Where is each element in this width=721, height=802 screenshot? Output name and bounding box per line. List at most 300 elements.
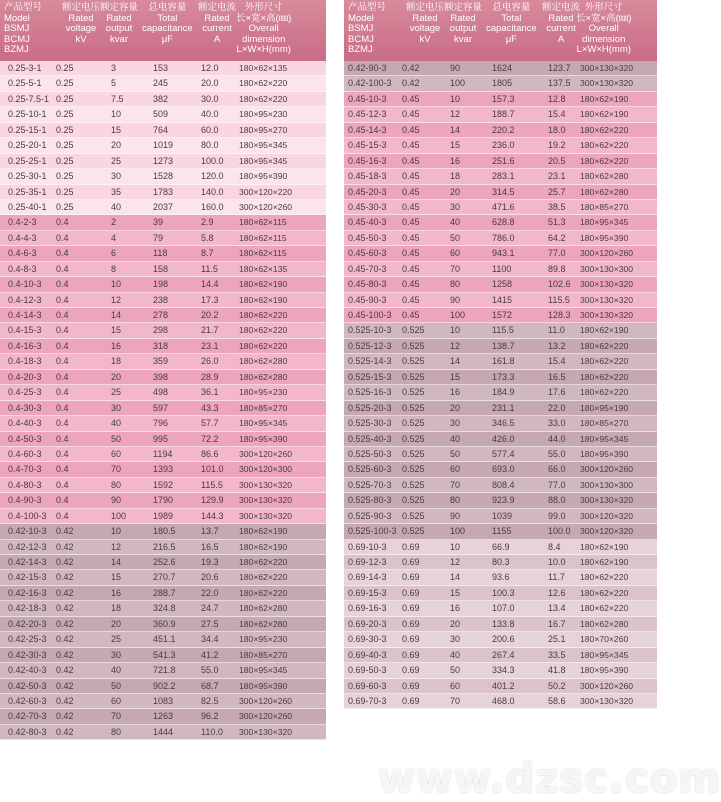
cell-voltage: 0.525 [402, 325, 425, 336]
table-row [0, 370, 326, 385]
cell-current: 68.7 [201, 680, 219, 691]
cell-voltage: 0.4 [56, 464, 69, 475]
cell-voltage: 0.4 [56, 232, 69, 243]
cell-output: 60 [111, 448, 122, 459]
cell-voltage: 0.42 [56, 587, 74, 598]
table-row [344, 76, 657, 91]
cell-current: 22.0 [201, 587, 219, 598]
table-row [344, 540, 657, 555]
cell-model: 0.25-40-1 [8, 201, 47, 212]
cell-output: 20 [450, 186, 461, 197]
cell-model: 0.525-12-3 [348, 340, 392, 351]
cell-voltage: 0.4 [56, 418, 69, 429]
table-row [0, 524, 326, 539]
cell-voltage: 0.4 [56, 495, 69, 506]
cell-dimension: 300×130×320 [580, 78, 634, 89]
cell-output: 20 [111, 140, 122, 151]
cell-dimension: 180×95×390 [580, 665, 629, 676]
cell-model: 0.42-70-3 [8, 711, 47, 722]
table-row [0, 215, 326, 230]
cell-current: 19.3 [201, 557, 219, 567]
cell-capacitance: 158 [153, 263, 169, 274]
cell-output: 25 [111, 387, 122, 398]
cell-model: 0.42-10-3 [8, 526, 47, 537]
cell-model: 0.25-5-1 [8, 78, 42, 89]
cell-dimension: 180×62×220 [580, 603, 629, 614]
cell-capacitance: 426.0 [492, 433, 515, 444]
cell-current: 23.1 [201, 340, 219, 351]
cell-voltage: 0.25 [56, 63, 74, 73]
cell-model: 0.4-6-3 [8, 248, 37, 259]
table-row [0, 262, 326, 277]
table-body-left [0, 61, 326, 740]
cell-voltage: 0.4 [56, 325, 69, 336]
cell-voltage: 0.4 [56, 402, 69, 413]
cell-model: 0.42-15-3 [8, 572, 47, 583]
watermark: www.dzsc.com [378, 756, 721, 802]
cell-model: 0.25-35-1 [8, 186, 47, 197]
cell-voltage: 0.45 [402, 186, 420, 197]
cell-dimension: 180×62×220 [239, 587, 288, 598]
cell-model: 0.45-80-3 [348, 279, 387, 290]
cell-capacitance: 359 [153, 356, 169, 367]
cell-current: 160.0 [201, 201, 224, 212]
table-row [0, 462, 326, 477]
table-row [0, 555, 326, 570]
cell-current: 8.7 [201, 248, 214, 259]
cell-capacitance: 1444 [153, 726, 174, 737]
cell-voltage: 0.45 [402, 201, 420, 212]
cell-current: 77.0 [548, 479, 566, 490]
cell-model: 0.42-18-3 [8, 603, 47, 614]
table-row [0, 277, 326, 292]
table-row [0, 92, 326, 107]
cell-voltage: 0.525 [402, 464, 425, 475]
header-current: 额定电流 Rated current A [198, 2, 237, 45]
cell-capacitance: 100.3 [492, 587, 515, 598]
cell-capacitance: 1100 [492, 263, 512, 274]
cell-current: 5.8 [201, 232, 214, 243]
cell-dimension: 180×95×345 [239, 155, 288, 166]
table-row [344, 493, 657, 508]
cell-voltage: 0.4 [56, 294, 69, 305]
cell-dimension: 300×120×260 [239, 448, 293, 459]
cell-model: 0.45-30-3 [348, 201, 387, 212]
cell-dimension: 180×95×230 [239, 109, 288, 120]
cell-current: 43.3 [201, 402, 219, 413]
cell-capacitance: 382 [153, 93, 169, 104]
cell-voltage: 0.4 [56, 371, 69, 382]
cell-dimension: 180×62×220 [580, 124, 629, 135]
cell-dimension: 180×62×280 [239, 356, 288, 367]
header-voltage: 额定电压 Rated voltage kV [62, 2, 101, 45]
cell-capacitance: 80.3 [492, 557, 510, 567]
cell-model: 0.42-20-3 [8, 618, 47, 629]
cell-capacitance: 252.6 [153, 557, 176, 567]
cell-dimension: 180×62×190 [239, 541, 288, 552]
cell-dimension: 180×62×115 [239, 232, 287, 243]
table-row [344, 107, 657, 122]
cell-model: 0.4-14-3 [8, 310, 42, 320]
cell-capacitance: 1273 [153, 155, 174, 166]
table-row [344, 694, 657, 709]
cell-model: 0.4-10-3 [8, 279, 42, 290]
cell-voltage: 0.45 [402, 232, 420, 243]
cell-current: 33.5 [548, 649, 566, 660]
cell-capacitance: 236.0 [492, 140, 515, 151]
table-row [0, 447, 326, 462]
cell-dimension: 180×85×270 [580, 201, 629, 212]
cell-output: 100 [450, 526, 466, 537]
cell-model: 0.69-50-3 [348, 665, 387, 676]
cell-dimension: 300×120×300 [239, 464, 293, 475]
cell-output: 40 [111, 665, 122, 676]
table-row [0, 416, 326, 431]
cell-voltage: 0.525 [402, 495, 425, 506]
cell-current: 64.2 [548, 232, 566, 243]
cell-model: 0.25-20-1 [8, 140, 47, 151]
cell-voltage: 0.525 [402, 387, 425, 398]
cell-dimension: 180×95×390 [239, 171, 288, 182]
cell-current: 100.0 [201, 155, 224, 166]
cell-capacitance: 1083 [153, 695, 174, 706]
cell-model: 0.45-12-3 [348, 109, 387, 120]
table-row [344, 462, 657, 477]
cell-dimension: 180×62×220 [580, 587, 629, 598]
cell-model: 0.69-70-3 [348, 695, 387, 706]
cell-model: 0.45-100-3 [348, 310, 392, 320]
table-row [344, 61, 657, 76]
cell-current: 25.7 [548, 186, 566, 197]
cell-voltage: 0.25 [56, 124, 74, 135]
cell-voltage: 0.25 [56, 140, 74, 151]
cell-output: 90 [450, 63, 461, 73]
cell-output: 14 [111, 310, 122, 320]
cell-capacitance: 693.0 [492, 464, 515, 475]
cell-current: 96.2 [201, 711, 219, 722]
cell-capacitance: 796 [153, 418, 169, 429]
cell-model: 0.4-16-3 [8, 340, 42, 351]
cell-current: 57.7 [201, 418, 219, 429]
cell-current: 77.0 [548, 248, 566, 259]
cell-voltage: 0.42 [402, 63, 420, 73]
cell-current: 2.9 [201, 217, 214, 228]
cell-current: 17.3 [201, 294, 219, 305]
cell-output: 8 [111, 263, 117, 274]
cell-voltage: 0.45 [402, 294, 420, 305]
cell-voltage: 0.69 [402, 695, 420, 706]
cell-current: 60.0 [201, 124, 219, 135]
cell-capacitance: 231.1 [492, 402, 515, 413]
cell-voltage: 0.25 [56, 186, 74, 197]
cell-current: 115.5 [201, 479, 223, 490]
cell-dimension: 180×95×345 [239, 418, 288, 429]
cell-output: 14 [450, 124, 461, 135]
table-row [0, 76, 326, 91]
cell-capacitance: 943.1 [492, 248, 515, 259]
cell-capacitance: 1624 [492, 63, 513, 73]
table-row [0, 246, 326, 261]
cell-model: 0.25-30-1 [8, 171, 47, 182]
cell-dimension: 180×95×230 [239, 634, 288, 645]
table-row [0, 401, 326, 416]
cell-voltage: 0.525 [402, 371, 425, 382]
cell-model: 0.525-16-3 [348, 387, 392, 398]
table-row [344, 138, 657, 153]
cell-dimension: 180×62×220 [580, 387, 629, 398]
cell-voltage: 0.42 [56, 665, 74, 676]
cell-voltage: 0.525 [402, 479, 425, 490]
cell-output: 70 [111, 464, 122, 475]
table-row [344, 679, 657, 694]
cell-current: 21.7 [201, 325, 219, 336]
cell-dimension: 300×120×260 [580, 248, 634, 259]
cell-output: 60 [450, 464, 461, 475]
table-row [344, 200, 657, 215]
cell-output: 40 [111, 418, 122, 429]
cell-current: 128.3 [548, 310, 571, 320]
cell-dimension: 300×130×320 [239, 510, 293, 521]
cell-output: 60 [111, 695, 122, 706]
cell-dimension: 180×62×220 [239, 310, 288, 320]
table-row [0, 308, 326, 323]
cell-dimension: 180×62×280 [239, 603, 288, 614]
cell-dimension: 180×62×220 [580, 340, 629, 351]
cell-dimension: 180×62×190 [580, 541, 629, 552]
cell-model: 0.4-90-3 [8, 495, 42, 506]
table-row [344, 447, 657, 462]
cell-current: 20.0 [201, 78, 219, 89]
cell-capacitance: 597 [153, 402, 169, 413]
cell-output: 7.5 [111, 93, 124, 104]
cell-voltage: 0.42 [56, 649, 74, 660]
cell-current: 110.0 [201, 726, 223, 737]
cell-output: 20 [111, 618, 122, 629]
cell-output: 12 [111, 541, 122, 552]
cell-output: 80 [450, 279, 461, 290]
cell-model: 0.4-15-3 [8, 325, 42, 336]
cell-capacitance: 133.8 [492, 618, 515, 629]
cell-capacitance: 118 [153, 248, 168, 259]
cell-capacitance: 1805 [492, 78, 513, 89]
cell-model: 0.42-60-3 [8, 695, 47, 706]
table-row [344, 246, 657, 261]
cell-capacitance: 764 [153, 124, 169, 135]
cell-output: 40 [450, 649, 461, 660]
table-row [344, 370, 657, 385]
cell-current: 11.0 [548, 325, 565, 336]
cell-model: 0.45-90-3 [348, 294, 387, 305]
cell-model: 0.4-30-3 [8, 402, 42, 413]
cell-model: 0.4-100-3 [8, 510, 47, 521]
cell-output: 10 [111, 279, 122, 290]
table-row [0, 185, 326, 200]
cell-current: 115.5 [548, 294, 570, 305]
cell-voltage: 0.42 [56, 726, 74, 737]
cell-capacitance: 138.7 [492, 340, 515, 351]
cell-capacitance: 107.0 [492, 603, 515, 614]
cell-output: 40 [450, 433, 461, 444]
cell-model: 0.69-14-3 [348, 572, 387, 583]
table-row [344, 323, 657, 338]
cell-model: 0.42-16-3 [8, 587, 47, 598]
cell-capacitance: 398 [153, 371, 169, 382]
cell-dimension: 180×62×220 [580, 155, 629, 166]
table-row [0, 231, 326, 246]
cell-current: 17.6 [548, 387, 566, 398]
cell-dimension: 180×95×345 [580, 433, 629, 444]
table-left [0, 0, 326, 737]
cell-capacitance: 1592 [153, 479, 174, 490]
cell-voltage: 0.42 [56, 541, 74, 552]
table-row [0, 123, 326, 138]
cell-capacitance: 468.0 [492, 695, 515, 706]
cell-model: 0.525-14-3 [348, 356, 392, 367]
cell-voltage: 0.45 [402, 93, 420, 104]
cell-model: 0.525-40-3 [348, 433, 392, 444]
cell-dimension: 180×85×270 [580, 418, 629, 429]
cell-output: 12 [450, 340, 461, 351]
cell-capacitance: 93.6 [492, 572, 510, 583]
cell-capacitance: 1572 [492, 310, 513, 320]
cell-dimension: 300×130×320 [580, 495, 634, 506]
cell-capacitance: 1194 [153, 448, 173, 459]
cell-output: 16 [450, 603, 461, 614]
cell-output: 35 [111, 186, 122, 197]
table-row [0, 586, 326, 601]
cell-capacitance: 115.5 [492, 325, 514, 336]
cell-capacitance: 786.0 [492, 232, 515, 243]
cell-output: 10 [450, 541, 461, 552]
cell-dimension: 180×62×220 [239, 325, 288, 336]
table-row [0, 354, 326, 369]
table-row [344, 432, 657, 447]
cell-current: 12.0 [201, 63, 219, 73]
cell-voltage: 0.69 [402, 618, 420, 629]
cell-current: 99.0 [548, 510, 566, 521]
cell-dimension: 180×95×190 [580, 402, 629, 413]
cell-output: 15 [450, 371, 461, 382]
table-header [344, 0, 657, 61]
cell-model: 0.42-14-3 [8, 557, 47, 567]
cell-output: 25 [111, 634, 122, 645]
cell-voltage: 0.42 [56, 695, 74, 706]
cell-output: 40 [450, 217, 461, 228]
cell-capacitance: 238 [153, 294, 169, 305]
header-dimension: 外形尺寸 长×宽×高(㎜) Overall dimension L×W×H(mm) [576, 2, 632, 56]
table-row [0, 154, 326, 169]
cell-output: 16 [111, 340, 122, 351]
cell-voltage: 0.25 [56, 155, 74, 166]
cell-output: 15 [111, 325, 122, 336]
cell-model: 0.69-12-3 [348, 557, 387, 567]
cell-model: 0.525-100-3 [348, 526, 397, 537]
cell-output: 50 [111, 433, 122, 444]
cell-dimension: 300×130×320 [239, 726, 293, 737]
cell-output: 20 [450, 618, 461, 629]
cell-current: 129.9 [201, 495, 224, 506]
cell-current: 40.0 [201, 109, 219, 120]
table-header [0, 0, 326, 61]
table-row [0, 694, 326, 709]
cell-output: 60 [450, 680, 461, 691]
cell-voltage: 0.4 [56, 340, 69, 351]
cell-voltage: 0.69 [402, 665, 420, 676]
table-row [344, 570, 657, 585]
cell-current: 22.0 [548, 402, 566, 413]
cell-dimension: 300×120×260 [580, 680, 634, 691]
table-row [0, 679, 326, 694]
cell-model: 0.45-14-3 [348, 124, 387, 135]
cell-output: 30 [111, 649, 122, 660]
cell-model: 0.525-70-3 [348, 479, 392, 490]
table-row [344, 92, 657, 107]
cell-dimension: 300×120×260 [239, 711, 293, 722]
cell-capacitance: 1039 [492, 510, 513, 521]
cell-model: 0.4-50-3 [8, 433, 42, 444]
cell-dimension: 180×62×115 [239, 217, 287, 228]
cell-model: 0.4-2-3 [8, 217, 37, 228]
cell-model: 0.69-40-3 [348, 649, 387, 660]
cell-output: 15 [111, 572, 122, 583]
cell-current: 55.0 [548, 448, 566, 459]
cell-output: 12 [450, 109, 461, 120]
cell-capacitance: 79 [153, 232, 164, 243]
cell-model: 0.42-100-3 [348, 78, 392, 89]
cell-model: 0.45-70-3 [348, 263, 387, 274]
cell-voltage: 0.525 [402, 356, 425, 367]
cell-model: 0.42-25-3 [8, 634, 47, 645]
table-row [344, 524, 657, 539]
cell-current: 123.7 [548, 63, 571, 73]
cell-voltage: 0.69 [402, 649, 420, 660]
cell-model: 0.69-30-3 [348, 634, 387, 645]
cell-capacitance: 1258 [492, 279, 513, 290]
cell-output: 50 [111, 680, 122, 691]
cell-dimension: 180×62×190 [580, 557, 629, 567]
table-row [0, 339, 326, 354]
cell-voltage: 0.45 [402, 140, 420, 151]
table-row [0, 570, 326, 585]
cell-output: 10 [450, 93, 461, 104]
table-row [344, 601, 657, 616]
cell-current: 50.2 [548, 680, 566, 691]
cell-current: 101.0 [201, 464, 224, 475]
table-row [344, 231, 657, 246]
cell-capacitance: 902.2 [153, 680, 176, 691]
table-row [344, 339, 657, 354]
cell-output: 20 [450, 402, 461, 413]
cell-model: 0.42-40-3 [8, 665, 47, 676]
cell-model: 0.4-12-3 [8, 294, 42, 305]
cell-voltage: 0.42 [56, 526, 74, 537]
cell-current: 13.7 [201, 526, 219, 537]
cell-dimension: 300×130×320 [239, 495, 293, 506]
cell-voltage: 0.525 [402, 433, 425, 444]
cell-voltage: 0.69 [402, 603, 420, 614]
table-row [344, 185, 657, 200]
cell-model: 0.25-25-1 [8, 155, 47, 166]
cell-output: 80 [111, 479, 122, 490]
cell-output: 15 [450, 140, 461, 151]
cell-model: 0.525-90-3 [348, 510, 392, 521]
cell-capacitance: 923.9 [492, 495, 515, 506]
cell-output: 2 [111, 217, 117, 228]
cell-current: 18.0 [548, 124, 566, 135]
cell-capacitance: 245 [153, 78, 169, 89]
table-row [0, 601, 326, 616]
cell-current: 12.8 [548, 93, 566, 104]
